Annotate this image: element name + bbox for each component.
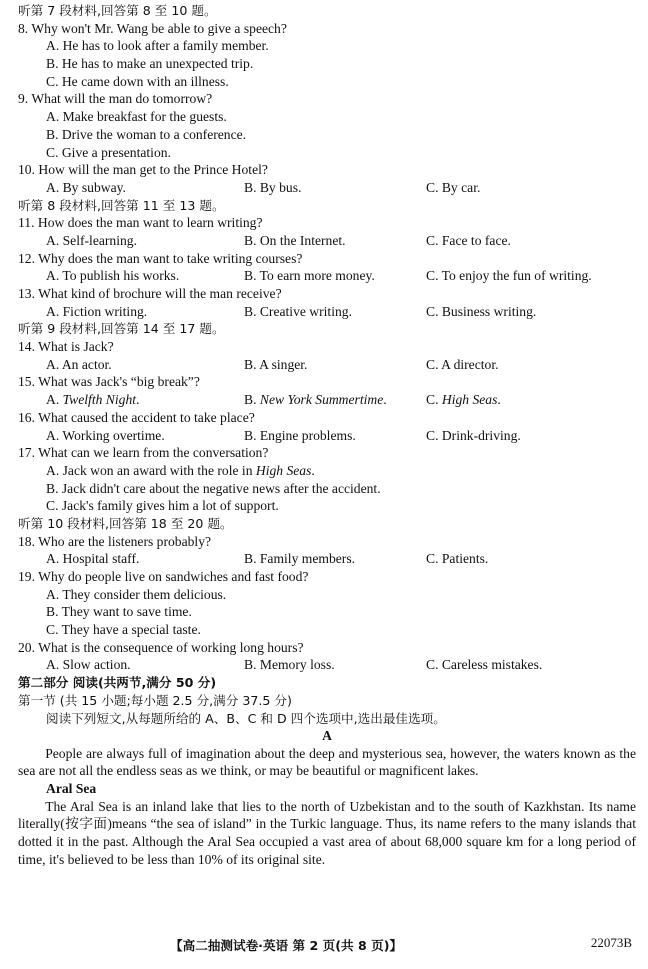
option-b-suffix: .	[383, 392, 387, 408]
question-20-option-b: B. Memory loss.	[244, 657, 335, 673]
option-a-suffix: .	[136, 392, 140, 408]
question-18-option-b: B. Family members.	[244, 551, 356, 567]
question-17-stem: 17. What can we learn from the conversation?	[18, 445, 269, 461]
question-19-option-a: A. They consider them delicious.	[46, 586, 227, 602]
reading-instruction: 阅读下列短文,从每题所给的 A、B、C 和 D 四个选项中,选出最佳选项。	[46, 710, 446, 726]
question-20-options	[18, 656, 636, 674]
question-20-stem: 20. What is the consequence of working long hours?	[18, 639, 304, 655]
question-9-stem: 9. What will the man do tomorrow?	[18, 91, 213, 107]
question-8-stem: 8. Why won't Mr. Wang be able to give a speech?	[18, 20, 287, 36]
footer-code: 22073B	[590, 935, 632, 950]
question-14-option-c: C. A director.	[426, 356, 499, 372]
passage-intro: People are always full of imagination about the deep and mysterious sea, however, the waters known as the sea are not all the endless seas as we think, or may be beautiful or magnificent lakes.	[18, 745, 636, 779]
passage-heading: Aral Sea	[46, 781, 97, 797]
question-15-option-c	[426, 391, 501, 409]
section-heading-8: 听第 8 段材料,回答第 11 至 13 题。	[18, 197, 225, 213]
question-16-option-b: B. Engine problems.	[244, 427, 356, 443]
question-20-option-a: A. Slow action.	[46, 657, 131, 673]
question-16-options	[18, 427, 636, 445]
question-19-option-b: B. They want to save time.	[46, 604, 192, 620]
question-18-options	[18, 550, 636, 568]
part-2-section-1: 第一节 (共 15 小题;每小题 2.5 分,满分 37.5 分)	[18, 692, 292, 708]
option-c-prefix: C.	[426, 392, 442, 408]
footer-label: 【高二抽测试卷·英语 第 2 页(共 8 页)】	[170, 938, 403, 953]
question-8-option-a: A. He has to look after a family member.	[46, 38, 269, 54]
section-heading-7: 听第 7 段材料,回答第 8 至 10 题。	[18, 3, 217, 18]
question-15-options	[18, 391, 636, 409]
question-18-stem: 18. Who are the listeners probably?	[18, 533, 212, 549]
part-2-title: 第二部分 阅读(共两节,满分 50 分)	[18, 675, 217, 691]
option-a-text: A. Jack won an award with the role in	[46, 462, 256, 478]
question-10-option-c: C. By car.	[426, 179, 481, 195]
question-16-option-a: A. Working overtime.	[46, 427, 165, 443]
question-16-option-c: C. Drink-driving.	[426, 427, 521, 443]
option-a-title: High Seas	[255, 462, 312, 478]
question-14-option-b: B. A singer.	[244, 356, 308, 372]
question-9-option-a: A. Make breakfast for the guests.	[46, 109, 227, 125]
exam-page	[18, 2, 636, 868]
question-13-option-c: C. Business writing.	[426, 303, 537, 319]
question-20-option-c: C. Careless mistakes.	[426, 657, 543, 673]
question-19-option-c: C. They have a special taste.	[46, 622, 201, 638]
question-18-option-a: A. Hospital staff.	[46, 551, 140, 567]
question-12-options	[18, 267, 636, 285]
question-12-stem: 12. Why does the man want to take writing courses?	[18, 250, 303, 266]
question-17-option-a	[18, 462, 636, 480]
question-14-option-a: A. An actor.	[46, 356, 112, 372]
question-10-stem: 10. How will the man get to the Prince Hotel?	[18, 162, 268, 178]
question-18-option-c: C. Patients.	[426, 551, 489, 567]
question-15-option-b	[244, 391, 387, 409]
question-11-options	[18, 232, 636, 250]
question-10-options	[18, 179, 636, 197]
question-9-option-b: B. Drive the woman to a conference.	[46, 126, 247, 142]
question-12-option-b: B. To earn more money.	[244, 268, 375, 284]
option-a-suffix: .	[311, 462, 315, 478]
page-footer	[0, 935, 648, 955]
section-heading-10: 听第 10 段材料,回答第 18 至 20 题。	[18, 515, 233, 531]
question-13-option-a: A. Fiction writing.	[46, 303, 148, 319]
question-10-option-a: A. By subway.	[46, 179, 126, 195]
question-19-stem: 19. Why do people live on sandwiches and fast food?	[18, 569, 309, 584]
question-11-option-c: C. Face to face.	[426, 232, 511, 248]
passage-letter: A	[322, 728, 332, 744]
question-13-stem: 13. What kind of brochure will the man receive?	[18, 286, 282, 301]
option-a-prefix: A.	[46, 392, 63, 408]
question-13-options	[18, 303, 636, 321]
question-8-option-c: C. He came down with an illness.	[46, 73, 229, 89]
question-15-stem: 15. What was Jack's “big break”?	[18, 374, 200, 390]
section-heading-9: 听第 9 段材料,回答第 14 至 17 题。	[18, 321, 225, 337]
option-b-title: New York Summertime	[259, 392, 384, 408]
passage-body: The Aral Sea is an inland lake that lies to the north of Uzbekistan and to the south of Kazkhstan. Its name literally(按字面)means “the sea of island” in the Turkic language. Thus, its name refers to the many islands that dotted it in the past. Although the Aral Sea occupied a vast area of about 68,000 square km for a long period of time, it's believed to be less than 10% of its original site.	[18, 798, 636, 867]
question-11-option-a: A. Self-learning.	[46, 232, 137, 248]
question-12-option-c: C. To enjoy the fun of writing.	[426, 268, 592, 284]
question-14-options	[18, 356, 636, 374]
question-17-option-b: B. Jack didn't care about the negative news after the accident.	[46, 480, 381, 496]
question-11-option-b: B. On the Internet.	[244, 232, 346, 248]
question-9-option-c: C. Give a presentation.	[46, 144, 171, 160]
option-b-prefix: B.	[244, 392, 260, 408]
question-13-option-b: B. Creative writing.	[244, 303, 352, 319]
question-11-stem: 11. How does the man want to learn writing?	[18, 215, 263, 231]
option-c-suffix: .	[497, 392, 501, 408]
option-c-title: High Seas	[441, 392, 498, 408]
question-16-stem: 16. What caused the accident to take place?	[18, 409, 255, 425]
question-8-option-b: B. He has to make an unexpected trip.	[46, 56, 254, 72]
question-10-option-b: B. By bus.	[244, 179, 302, 195]
question-12-option-a: A. To publish his works.	[46, 268, 180, 284]
question-14-stem: 14. What is Jack?	[18, 339, 114, 355]
question-15-option-a	[46, 391, 139, 409]
option-a-title: Twelfth Night	[62, 392, 137, 408]
question-17-option-c: C. Jack's family gives him a lot of support.	[46, 498, 279, 514]
